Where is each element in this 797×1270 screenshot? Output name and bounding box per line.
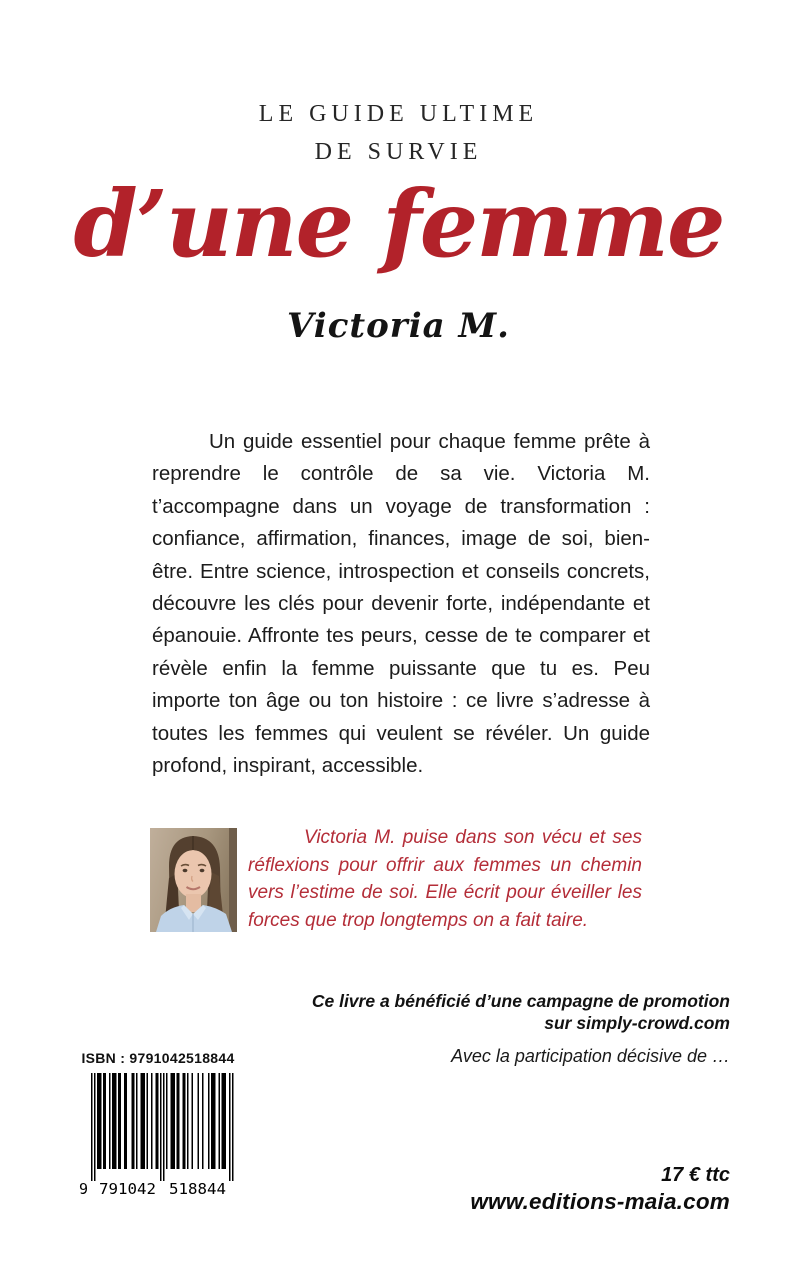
isbn-block [79,1050,237,1197]
ean13-barcode [79,1073,236,1197]
author-bio: Victoria M. puise dans son vécu et ses réflexions pour offrir aux femmes un chemin vers l’estime de soi. Elle écrit pour éveiller les forces que trop longtemps on a fait taire. [248,827,642,931]
book-title-line2: DE SURVIE [314,139,483,165]
author-name: Victoria M. [287,306,510,346]
synopsis-paragraph: Un guide essentiel pour chaque femme prête à reprendre le contrôle de sa vie. Victoria M. t’accompagne dans un voyage de transformation : confiance, affirmation, finances, image de soi, bien-être. Entre science, introspection et conseils concrets, découvre les clés pour devenir forte, indépendante et épanouie. Affronte tes peurs, cesse de te comparer et révèle enfin la femme puissante que tu es. Peu importe ton âge ou ton histoire : ce livre s’adresse à toutes les femmes qui veulent se révéler. Un guide profond, inspirant, accessible. [152,430,650,778]
barcode-digits-right: 518844 [169,1180,226,1197]
promo-line1: Ce livre a bénéficié d’une campagne de promotion [311,991,730,1011]
barcode-bars [91,1073,234,1181]
price-block [330,1163,730,1215]
barcode-digits-left: 791042 [99,1180,156,1197]
publisher-website: www.editions-maia.com [470,1189,730,1214]
book-title-script: d’une femme [73,170,724,278]
price-label: 17 € ttc [661,1164,730,1186]
book-title-line1: LE GUIDE ULTIME [258,101,539,127]
author-photo [150,828,237,932]
photo-face [175,850,212,898]
participation-note: Avec la participation décisive de … [451,1046,730,1066]
promo-line2: sur simply-crowd.com [544,1013,730,1033]
promo-block [250,990,730,1067]
isbn-label: ISBN : 9791042518844 [81,1050,235,1066]
barcode-digit-first: 9 [79,1180,89,1197]
